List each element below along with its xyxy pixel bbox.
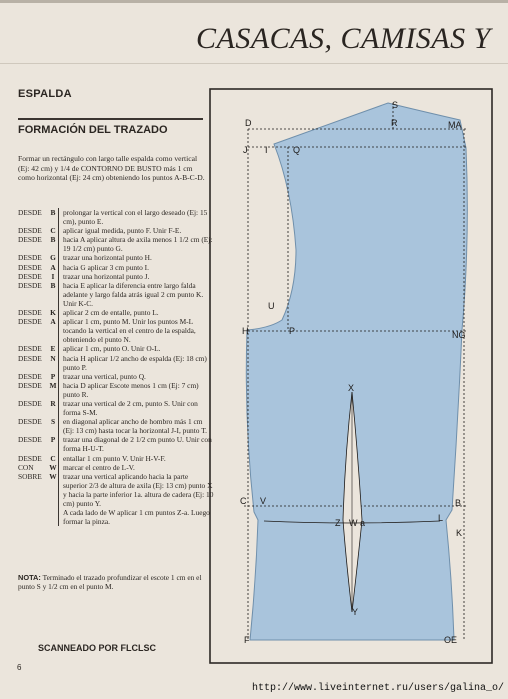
instruction-row: DESDE I trazar una horizontal punto J.: [18, 271, 150, 281]
instruction-row: DESDE N hacia H aplicar 1/2 ancho de espalda (Ej: 18 cm) punto P.: [18, 353, 207, 372]
svg-text:W a: W a: [349, 518, 366, 528]
source-url: http://www.liveinternet.ru/users/galina_o/: [252, 683, 505, 694]
instruction-row: DESDE C entallar 1 cm punto V. Unir H-V-F.: [18, 453, 166, 463]
svg-text:P: P: [289, 326, 296, 336]
instruction-row: DESDE B hacia A aplicar altura de axila menos 1 1/2 cm (Ej: 19 1/2 cm) punto G.: [18, 235, 213, 254]
svg-text:Z: Z: [335, 518, 341, 528]
svg-text:K: K: [456, 528, 463, 538]
instruction-row: DESDE C aplicar igual medida, punto F. Unir F-E.: [18, 226, 182, 236]
svg-text:C: C: [240, 496, 247, 506]
svg-text:OE: OE: [444, 635, 458, 645]
instruction-row: DESDE P trazar una vertical, punto Q.: [18, 371, 146, 381]
svg-text:Y: Y: [352, 607, 359, 617]
svg-text:V: V: [260, 496, 267, 506]
svg-text:D: D: [245, 118, 252, 128]
instruction-row: DESDE M hacia D aplicar Escote menos 1 cm (Ej: 7 cm) punto R.: [18, 380, 199, 399]
svg-text:R: R: [391, 118, 398, 128]
instruction-row: DESDE S en diagonal aplicar ancho de hombro más 1 cm (Ej: 13 cm) hasta tocar la horizontal J-I, punto T.: [18, 417, 208, 436]
instruction-row: A cada lado de W aplicar 1 cm puntos Z-a. Luego formar la pinza.: [18, 508, 214, 526]
svg-text:H: H: [242, 326, 249, 336]
instruction-row: DESDE B prolongar la vertical con el largo deseado (Ej: 15 cm), punto E.: [18, 208, 208, 227]
intro-text: Formar un rectángulo con largo talle espalda como vertical (Ej: 42 cm) y 1/4 de CONTORNO DE BUSTO más 1 cm como horizontal (Ej: 24 cm) obteniendo los puntos A-B-C-D.: [18, 154, 205, 183]
subheading: FORMACIÓN DEL TRAZADO: [18, 124, 168, 136]
svg-text:F: F: [244, 635, 250, 645]
instruction-row: DESDE A hacia G aplicar 3 cm punto I.: [18, 262, 149, 272]
instruction-row: DESDE G trazar una horizontal punto H.: [18, 253, 152, 263]
instruction-row: DESDE A aplicar 1 cm, punto M. Unir los puntos M-L tocando la vertical en el centro de la espalda, obteniendo el punto N.: [18, 317, 196, 345]
svg-text:MA: MA: [448, 120, 462, 130]
svg-text:L: L: [438, 513, 444, 523]
section-heading: ESPALDA: [18, 88, 72, 100]
svg-text:J: J: [243, 145, 248, 155]
instruction-row: DESDE K aplicar 2 cm de entalle, punto L.: [18, 308, 159, 318]
instruction-row: CON W marcar el centro de L-V.: [18, 462, 135, 472]
instruction-row: DESDE E aplicar 1 cm, punto O. Unir O-L.: [18, 344, 161, 354]
page-title: CASACAS, CAMISAS Y: [196, 22, 491, 55]
svg-text:X: X: [348, 383, 355, 393]
svg-text:I: I: [265, 145, 268, 155]
page-number: 6: [17, 663, 22, 672]
svg-text:U: U: [268, 301, 275, 311]
instruction-row: DESDE P trazar una diagonal de 2 1/2 cm punto U. Unir con forma H-U-T.: [18, 435, 212, 454]
instruction-row: SOBRE W trazar una vertical aplicando hacia la parte superior 2/3 de altura de axila (Ej: 13 cm) punto X y hacia la parte inferior 1a. altura de cadera (Ej: 10 cm) punto Y.: [18, 471, 214, 508]
svg-text:NG: NG: [452, 330, 466, 340]
svg-text:Q: Q: [293, 145, 301, 155]
svg-text:B: B: [455, 498, 462, 508]
note: NOTA: Terminado el trazado profundizar el escote 1 cm en el punto S y 1/2 cm en el punto M.: [18, 573, 202, 592]
svg-text:S: S: [392, 100, 399, 110]
instruction-row: DESDE B hacia E aplicar la diferencia entre largo falda adelante y largo falda atrás igual 2 cm punto K. Unir K-C.: [18, 280, 204, 308]
scan-credit: SCANNEADO POR FLCLSC: [38, 643, 157, 653]
instruction-row: DESDE R trazar una vertical de 2 cm, punto S. Unir con forma S-M.: [18, 398, 198, 418]
